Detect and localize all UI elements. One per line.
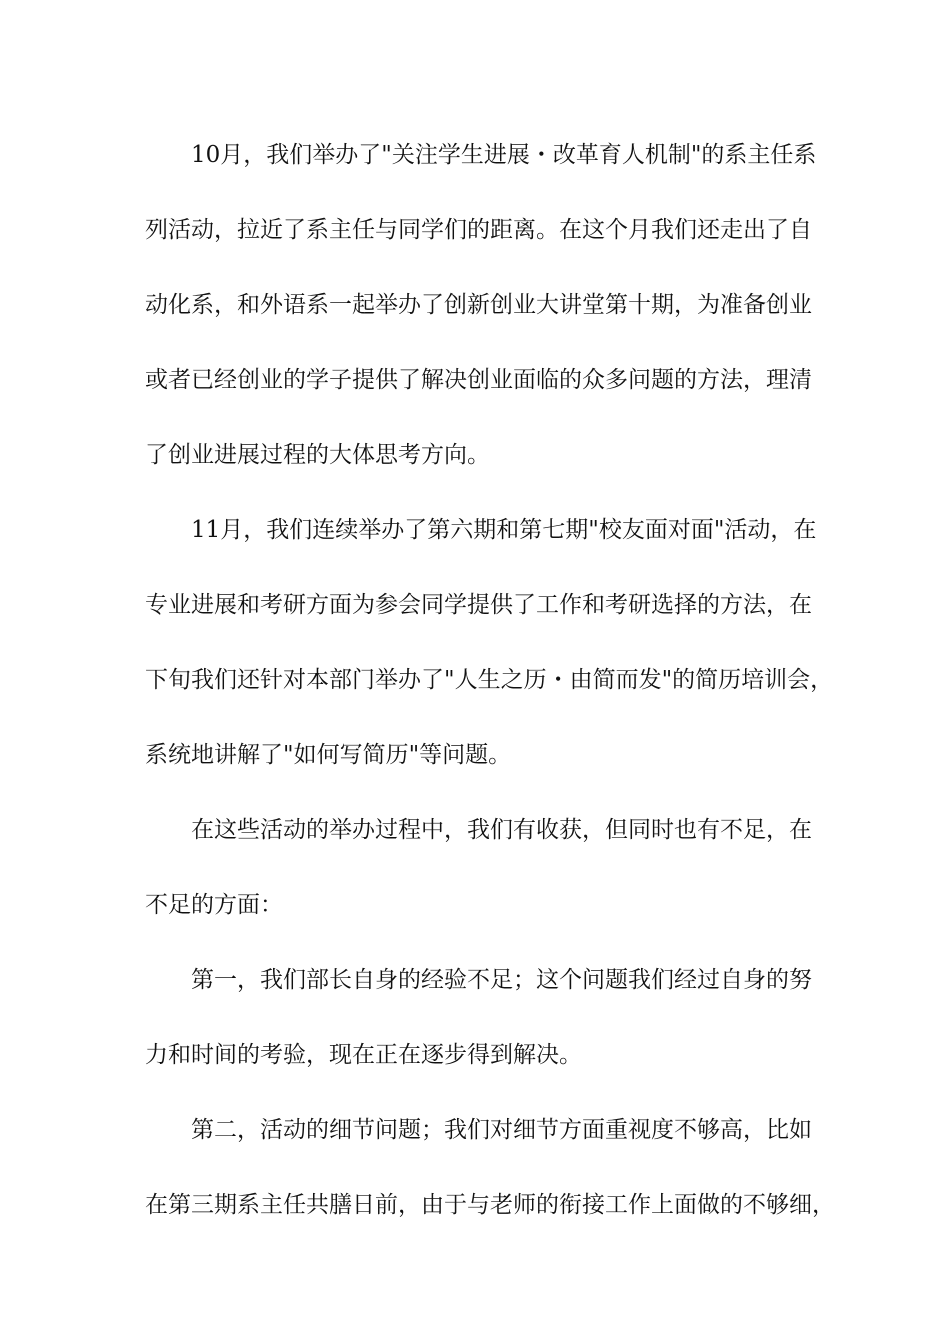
paragraph-2-line-2: 专业进展和考研方面为参会同学提供了工作和考研选择的方法，在 xyxy=(145,592,812,618)
paragraph-1-line-4: 或者已经创业的学子提供了解决创业面临的众多问题的方法，理清 xyxy=(145,367,812,393)
paragraph-1-line-2: 列活动，拉近了系主任与同学们的距离。在这个月我们还走出了自 xyxy=(145,217,812,243)
paragraph-2-line-4: 系统地讲解了"如何写简历"等问题。 xyxy=(145,742,512,768)
paragraph-1-line-5: 了创业进展过程的大体思考方向。 xyxy=(145,442,490,468)
paragraph-2-line-1: 11月，我们连续举办了第六期和第七期"校友面对面"活动，在 xyxy=(191,517,817,543)
paragraph-4-line-1: 第一，我们部长自身的经验不足；这个问题我们经过自身的努 xyxy=(191,967,812,993)
paragraph-1-line-3: 动化系，和外语系一起举办了创新创业大讲堂第十期，为准备创业 xyxy=(145,292,812,318)
paragraph-4-line-2: 力和时间的考验，现在正在逐步得到解决。 xyxy=(145,1042,582,1068)
paragraph-1-line-1: 10月，我们举办了"关注学生进展・改革育人机制"的系主任系 xyxy=(191,142,817,168)
paragraph-5-line-2: 在第三期系主任共膳日前，由于与老师的衔接工作上面做的不够细， xyxy=(145,1192,835,1218)
paragraph-5-line-1: 第二，活动的细节问题；我们对细节方面重视度不够高，比如 xyxy=(191,1117,812,1143)
paragraph-3-line-1: 在这些活动的举办过程中，我们有收获，但同时也有不足，在 xyxy=(191,817,812,843)
paragraph-2-line-3: 下旬我们还针对本部门举办了"人生之历・由简而发"的简历培训会， xyxy=(145,667,834,693)
paragraph-3-line-2: 不足的方面： xyxy=(145,892,283,918)
